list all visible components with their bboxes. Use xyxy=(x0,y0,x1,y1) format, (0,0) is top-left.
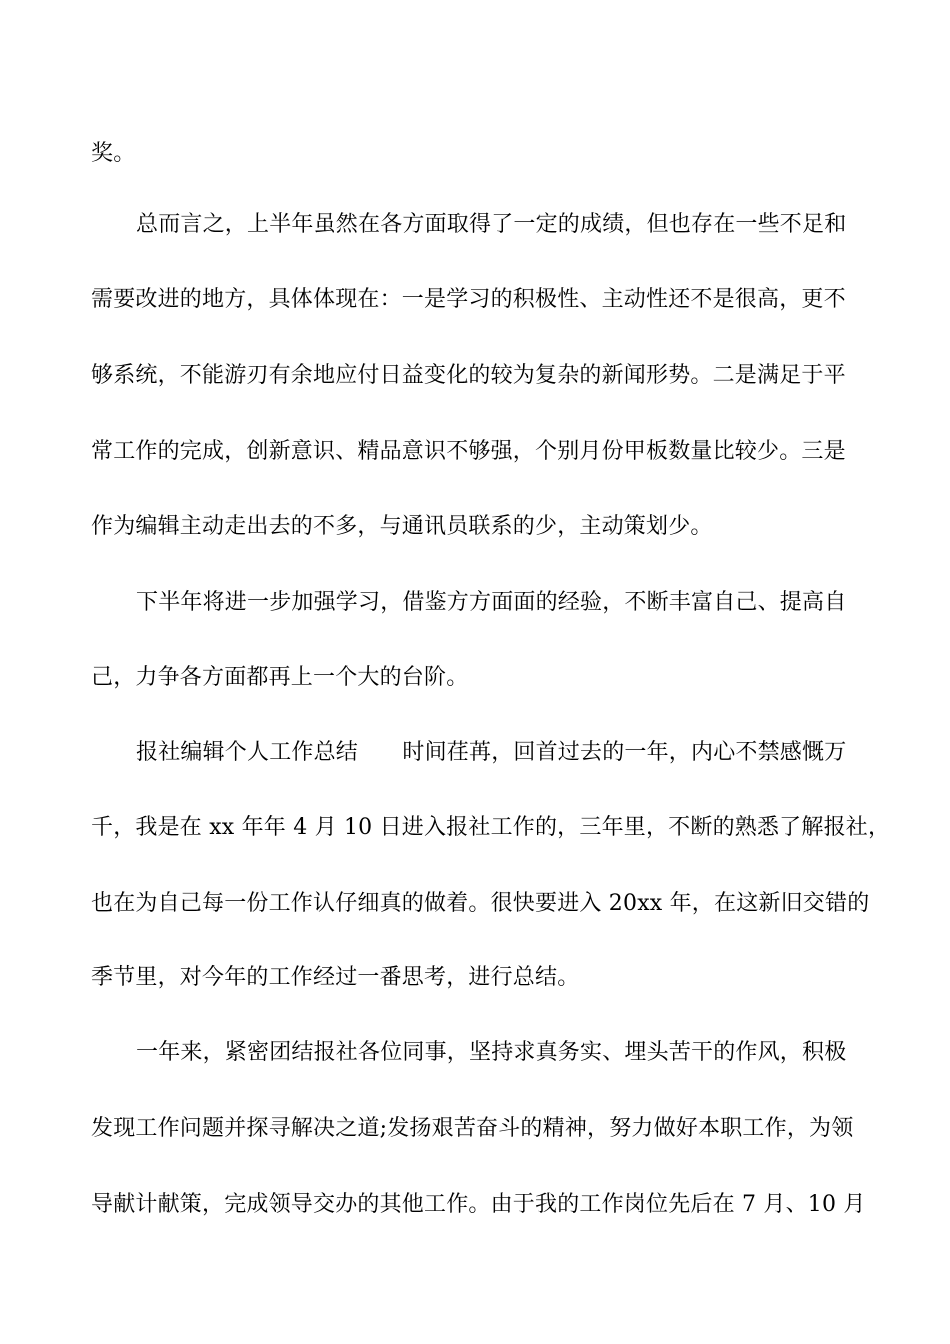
text-line: 奖。 xyxy=(91,141,136,166)
text-line: 够系统，不能游刃有余地应付日益变化的较为复杂的新闻形势。二是满足于平 xyxy=(91,363,846,388)
text-line: 己，力争各方面都再上一个大的台阶。 xyxy=(91,665,469,690)
paragraph-start-line: 报社编辑个人工作总结 时间荏苒，回首过去的一年，内心不禁感慨万 xyxy=(136,740,847,765)
text-line: 千，我是在 xx 年年 4 月 10 日进入报社工作的，三年里，不断的熟悉了解报社， xyxy=(91,815,891,840)
paragraph-start-line: 下半年将进一步加强学习，借鉴方方面面的经验，不断丰富自己、提高自 xyxy=(136,590,847,615)
text-line: 作为编辑主动走出去的不多，与通讯员联系的少，主动策划少。 xyxy=(91,514,713,539)
text-line: 发现工作问题并探寻解决之道;发扬艰苦奋斗的精神，努力做好本职工作，为领 xyxy=(91,1116,854,1141)
text-line: 导献计献策，完成领导交办的其他工作。由于我的工作岗位先后在 7 月、10 月 xyxy=(91,1192,866,1217)
paragraph-start-line: 一年来，紧密团结报社各位同事，坚持求真务实、埋头苦干的作风，积极 xyxy=(136,1040,847,1065)
text-line: 常工作的完成，创新意识、精品意识不够强，个别月份甲板数量比较少。三是 xyxy=(91,439,846,464)
text-line: 需要改进的地方，具体体现在：一是学习的积极性、主动性还不是很高，更不 xyxy=(91,287,846,312)
text-line: 也在为自己每一份工作认仔细真的做着。很快要进入 20xx 年，在这新旧交错的 xyxy=(91,891,870,916)
paragraph-start-line: 总而言之，上半年虽然在各方面取得了一定的成绩，但也存在一些不足和 xyxy=(136,212,847,237)
text-line: 季节里，对今年的工作经过一番思考，进行总结。 xyxy=(91,965,580,990)
